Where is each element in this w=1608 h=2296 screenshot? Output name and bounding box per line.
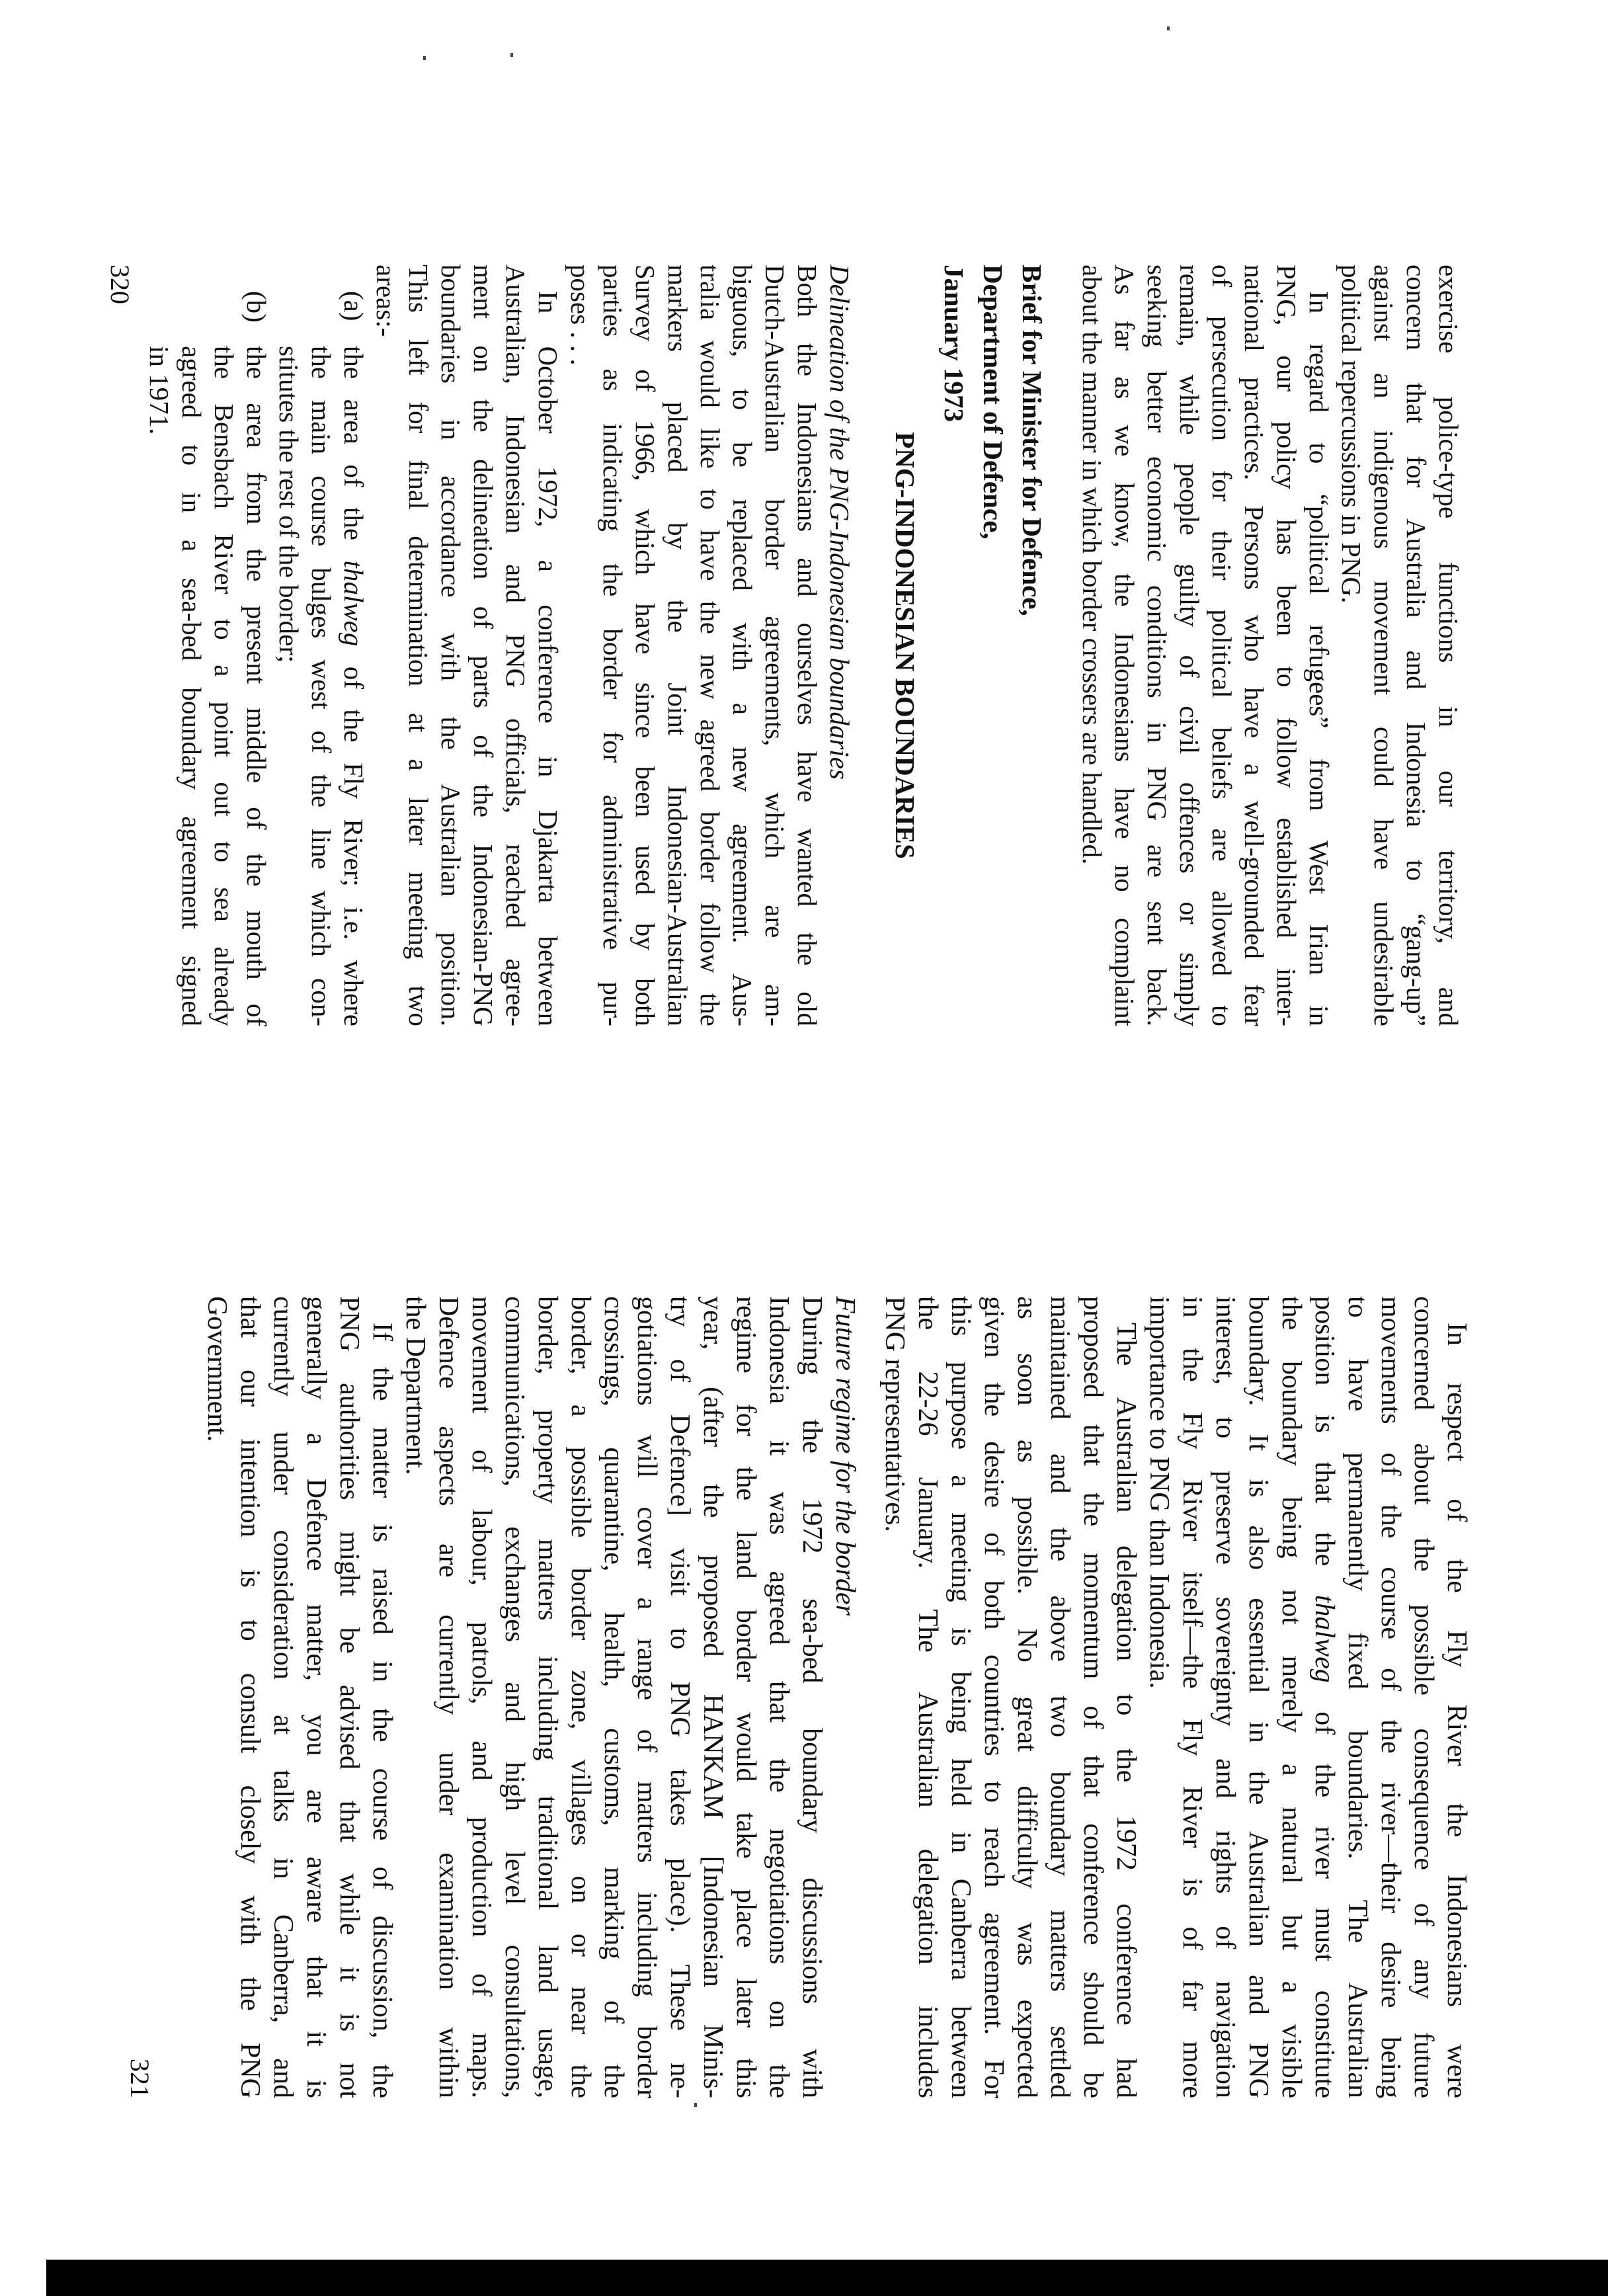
text-span: of the river must constitute <box>1309 1682 1340 2098</box>
text-span: stitutes the rest of the border; <box>274 346 304 663</box>
text-line <box>1308 1296 1341 2098</box>
text-line <box>531 1296 564 2098</box>
text-span: During the 1972 sea-bed boundary discussions with <box>797 1296 827 2098</box>
text-line <box>1440 1296 1473 2098</box>
text-line <box>977 1296 1010 2098</box>
text-span: given the desire of both countries to reach agreement. For <box>979 1296 1009 2098</box>
text-span: national practices. Persons who have a well-grounded fear <box>1239 265 1269 1026</box>
text-span: concerned about the possible consequence of any future <box>1408 1296 1439 2098</box>
text-line <box>465 1296 498 2098</box>
text-span: border, property matters including traditional land usage, <box>532 1296 563 2098</box>
text-span: try of Defence] visit to PNG takes place). These ne- <box>664 1296 695 2098</box>
text-line <box>370 265 402 1026</box>
text-line <box>1173 265 1205 1026</box>
text-span: markers placed by the Joint Indonesian-Australian <box>663 265 693 1026</box>
text-line <box>143 265 175 1026</box>
text-span: the 22-26 January. The Australian delegation includes <box>912 1296 943 2098</box>
text-span: proposed that the momentum of that conference should be <box>1078 1296 1108 2098</box>
text-span: as soon as possible. No great difficulty was expected <box>1012 1296 1042 2098</box>
text-span: communications, exchanges and high level consultations, <box>499 1296 530 2098</box>
text-span: the boundary being not merely a natural but a visible <box>1276 1296 1306 2098</box>
section-block <box>143 265 856 1026</box>
text-span: year, (after the proposed HANKAM [Indonesian Minis- <box>698 1296 728 2098</box>
brief-block <box>934 265 1051 1026</box>
text-span: In regard to “political refugees” from West Irian in <box>1304 291 1334 1026</box>
text-span: This left for final determination at a later meeting two <box>403 265 434 1026</box>
text-line <box>1432 265 1465 1026</box>
text-line <box>791 265 823 1026</box>
text-span: Government. <box>202 1296 232 1442</box>
text-line <box>1238 265 1270 1026</box>
text-line <box>1012 265 1051 1026</box>
text-span: boundaries in accordance with the Australian position. <box>436 265 466 1026</box>
text-line <box>1076 1296 1109 2098</box>
text-span: tralia would like to have the new agreed border follow the <box>695 265 725 1026</box>
text-line <box>630 1296 663 2098</box>
text-span: The Australian delegation to the 1972 conference had <box>1111 1323 1141 2098</box>
text-line <box>762 1296 795 2098</box>
text-span: areas:- <box>371 265 401 337</box>
scan-speck <box>694 2103 697 2107</box>
text-line <box>498 1296 531 2098</box>
text-span: January 1973 <box>939 265 969 423</box>
text-span: Department of Defence, <box>978 265 1008 540</box>
text-line <box>1270 265 1303 1026</box>
text-span: border, a possible border zone, villages on or near the <box>565 1296 596 2098</box>
text-line <box>467 265 499 1026</box>
text-span: PNG representatives. <box>879 1296 910 1532</box>
text-line <box>944 1296 977 2098</box>
text-line <box>726 265 758 1026</box>
text-span: the Department. <box>400 1296 430 1475</box>
text-line <box>758 265 791 1026</box>
text-line <box>432 1296 465 2098</box>
text-line <box>300 1296 333 2098</box>
text-span: the area of the <box>339 346 369 561</box>
text-line <box>1176 1296 1209 2098</box>
text-line <box>1242 1296 1275 2098</box>
text-line <box>596 265 629 1026</box>
text-line <box>1143 1296 1176 2098</box>
text-span: movements of the course of the river—their desire being <box>1375 1296 1406 2098</box>
text-line <box>337 265 370 1026</box>
text-span: that our intention is to consult closely with the PNG <box>235 1296 265 2098</box>
text-span: of the Fly River; i.e. where <box>339 646 369 1026</box>
text-span: interest, to preserve sovereignty and rights of navigation <box>1210 1296 1240 2098</box>
list-marker: (b) <box>241 291 272 323</box>
text-line <box>200 1296 233 2098</box>
text-line <box>564 265 596 1026</box>
text-line <box>266 1296 300 2098</box>
text-line <box>1076 265 1108 1026</box>
text-line <box>1407 1296 1440 2098</box>
text-line <box>694 265 726 1026</box>
text-line <box>696 1296 729 2098</box>
text-span: position is that the <box>1309 1296 1340 1595</box>
text-line <box>1374 1296 1407 2098</box>
section-title: Future regime for the border <box>830 1296 860 1616</box>
text-line <box>402 265 434 1026</box>
text-line <box>934 265 973 1026</box>
text-span: in the Fly River itself—the Fly River is of far more <box>1177 1296 1207 2098</box>
text-span: Defence aspects are currently under examination within <box>433 1296 463 2098</box>
text-span: Australian, Indonesian and PNG officials, reached agree- <box>501 265 531 1026</box>
text-line <box>175 265 208 1026</box>
page-321 <box>111 1296 1473 2098</box>
text-line <box>532 265 564 1026</box>
text-span: seeking better economic conditions in PNG are sent back. <box>1142 265 1172 1026</box>
page-320 <box>102 265 1465 1026</box>
heading-block <box>889 265 921 1026</box>
text-span: remain, while people guilty of civil offences or simply <box>1174 265 1205 1026</box>
text-line <box>434 265 467 1026</box>
text-span: gotiations will cover a range of matters including border <box>631 1296 662 2098</box>
text-line <box>1010 1296 1043 2098</box>
text-span: against an indigenous movement could have undesirable <box>1369 265 1399 1026</box>
text-span: boundary. It is also essential in the Australian and PNG <box>1243 1296 1273 2098</box>
text-span: regime for the land border would take place later this <box>731 1296 761 2098</box>
text-span: Brief for Minister for Defence, <box>1017 265 1047 616</box>
scan-speck <box>510 53 513 57</box>
text-span: If the matter is raised in the course of discussion, the <box>367 1323 397 2098</box>
page-number: 320 <box>105 265 135 304</box>
text-line <box>1141 265 1173 1026</box>
text-span: crossings, quarantine, health, customs, marking of the <box>598 1296 629 2098</box>
text-line <box>878 1296 911 2098</box>
section-title: Delineation of the PNG-Indonesian boundaries <box>824 265 855 780</box>
page-heading <box>889 265 921 1026</box>
text-span: Survey of 1966, which have since been used by both <box>630 265 661 1026</box>
text-span: movement of labour, patrols, and production of maps. <box>466 1296 497 2098</box>
page-number: 321 <box>125 2059 155 2098</box>
text-span: agreed to in a sea-bed boundary agreement signed <box>177 346 207 1026</box>
text-span: currently under consideration at talks in Canberra, and <box>268 1296 298 2098</box>
scan-edge-bar <box>46 2260 1608 2296</box>
text-span: importance to PNG than Indonesia. <box>1144 1296 1174 1689</box>
text-line <box>564 1296 597 2098</box>
body-block <box>1076 265 1465 1026</box>
italic-term: thalweg <box>1309 1594 1340 1683</box>
text-line <box>333 1296 366 2098</box>
text-line <box>1400 265 1432 1026</box>
text-span: In October 1972, a conference in Djakarta between <box>533 291 563 1026</box>
text-span: political repercussions in PNG. <box>1336 265 1367 604</box>
text-line <box>1367 265 1400 1026</box>
section-block <box>200 1296 862 2098</box>
text-line <box>1108 265 1141 1026</box>
text-span: As far as we know, the Indonesians have no complaint <box>1109 265 1140 1026</box>
text-line <box>208 265 240 1026</box>
text-span: PNG authorities might be advised that while it is not <box>334 1296 364 2098</box>
text-line <box>597 1296 630 2098</box>
text-line <box>399 1296 432 2098</box>
text-line <box>305 265 337 1026</box>
text-line <box>1209 1296 1242 2098</box>
text-span: Dutch-Australian border agreements, which are am- <box>760 265 790 1026</box>
text-span: of persecution for their political beliefs are allowed to <box>1207 265 1237 1026</box>
text-span: In respect of the Fly River the Indonesians were <box>1441 1323 1472 2098</box>
italic-term: thalweg <box>339 560 369 647</box>
text-span: the area from the present middle of the mouth of <box>241 346 272 1026</box>
text-span: parties as indicating the border for administrative pur- <box>598 265 628 1026</box>
text-line <box>729 1296 762 2098</box>
text-line <box>366 1296 399 2098</box>
text-line <box>233 1296 266 2098</box>
text-span: Indonesia it was agreed that the negotiations on the <box>764 1296 794 2098</box>
text-span: this purpose a meeting is being held in Canberra between <box>945 1296 976 2098</box>
text-line <box>1205 265 1238 1026</box>
scan-speck <box>1167 26 1170 30</box>
text-span: biguous, to be replaced with a new agreement. Aus- <box>727 265 758 1026</box>
text-span: in 1971. <box>144 346 175 435</box>
text-line <box>1335 265 1367 1026</box>
text-line <box>629 265 661 1026</box>
text-span: PNG-INDONESIAN BOUNDARIES <box>890 432 920 859</box>
text-line <box>240 265 272 1026</box>
text-line <box>499 265 532 1026</box>
text-line <box>1303 265 1335 1026</box>
text-line <box>1275 1296 1308 2098</box>
text-span: to have permanently fixed boundaries. The Australian <box>1342 1296 1373 2098</box>
text-span: generally a Defence matter, you are aware that it is <box>301 1296 331 2098</box>
text-span: exercise police-type functions in our territory, and <box>1433 265 1464 1026</box>
text-line <box>272 265 305 1026</box>
text-span: the main course bulges west of the line which con- <box>306 346 337 1026</box>
text-line <box>661 265 694 1026</box>
text-span: PNG, our policy has been to follow established inter- <box>1271 265 1302 1026</box>
text-span: about the manner in which border crossers are handled. <box>1077 265 1107 865</box>
text-span: the Bensbach River to a point out to sea already <box>209 346 239 1026</box>
text-line <box>1109 1296 1143 2098</box>
text-span: concern that for Australia and Indonesia to “gang-up” <box>1401 265 1431 1026</box>
text-span: Both the Indonesians and ourselves have wanted the old <box>792 265 823 1026</box>
text-span: ment on the delineation of parts of the Indonesian-PNG <box>468 265 499 1026</box>
text-span: maintained and the above two boundary matters settled <box>1045 1296 1075 2098</box>
text-line <box>1043 1296 1076 2098</box>
text-span: poses . . . <box>565 265 596 366</box>
body-block <box>878 1296 1473 2098</box>
text-line <box>795 1296 828 2098</box>
scan-speck <box>423 56 426 60</box>
text-line <box>973 265 1012 1026</box>
text-line <box>1341 1296 1374 2098</box>
text-line <box>663 1296 696 2098</box>
text-line <box>911 1296 944 2098</box>
list-marker: (a) <box>339 291 369 321</box>
